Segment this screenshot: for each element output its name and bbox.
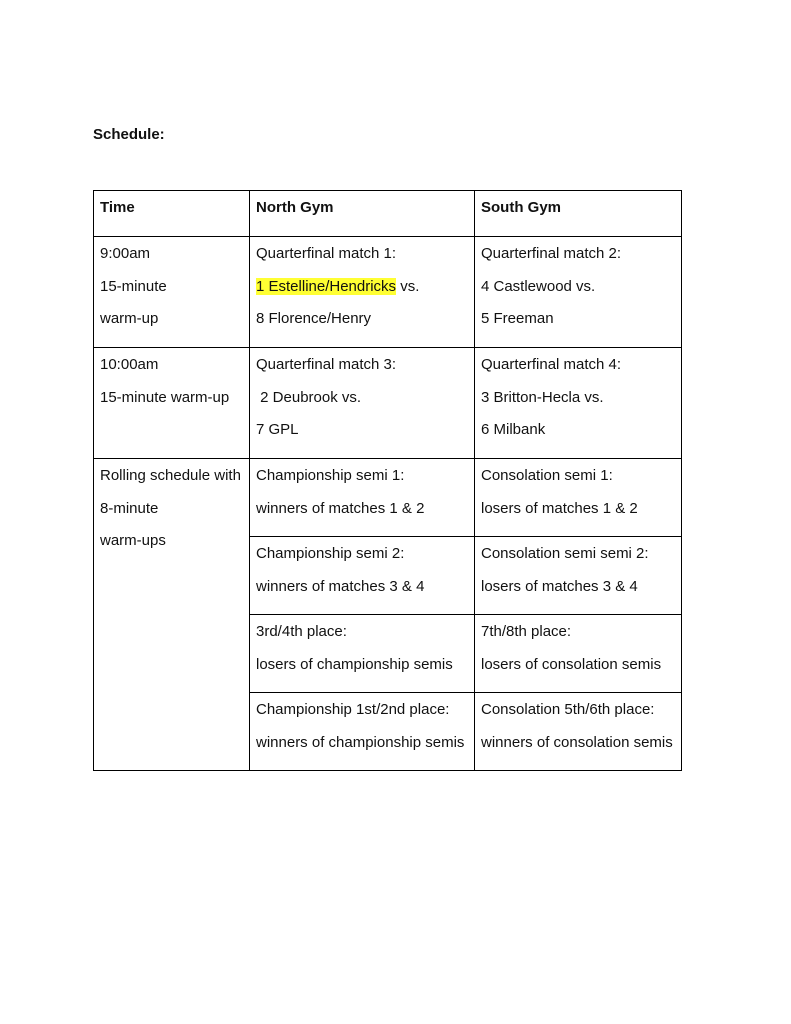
match-teams: losers of matches 3 & 4 [481,577,638,595]
time-text: warm-up [100,310,159,327]
time-text: 8-minute [100,499,159,517]
match-teams: losers of matches 1 & 2 [481,499,638,517]
match-title: Quarterfinal match 1: [256,245,397,262]
team-text: 7 GPL [256,421,299,438]
match-teams: losers of consolation semis [481,655,662,673]
south-gym-cell [475,615,682,693]
table-row [94,348,682,459]
match-teams: losers of championship semis [256,655,453,673]
south-gym-cell [475,348,682,459]
match-title: Quarterfinal match 4: [481,356,622,373]
north-gym-cell [250,615,475,693]
time-text: Rolling schedule with [100,467,241,484]
highlighted-team: 1 Estelline/Hendricks [256,277,397,295]
match-title: 7th/8th place: [481,623,572,640]
time-cell [94,459,250,771]
team-text: 8 Florence/Henry [256,310,372,327]
header-north-gym: North Gym [256,199,334,216]
schedule-table [93,190,682,771]
time-text: 15-minute warm-up [100,388,230,406]
header-south-gym: South Gym [481,199,562,216]
match-title: Quarterfinal match 3: [256,356,397,373]
vs-text: vs. [396,277,420,295]
time-cell [94,348,250,459]
table-row [94,237,682,348]
south-gym-cell [475,237,682,348]
north-gym-cell [250,459,475,537]
match-title: Consolation semi 1: [481,467,613,484]
south-gym-cell [475,693,682,771]
header-north-cell [250,191,475,237]
match-teams: winners of championship semis [256,733,465,751]
match-teams: winners of matches 3 & 4 [256,577,425,595]
header-time-cell [94,191,250,237]
match-title: 3rd/4th place: [256,623,347,640]
north-gym-cell [250,537,475,615]
time-cell [94,237,250,348]
match-title: Quarterfinal match 2: [481,245,622,262]
match-title: Championship 1st/2nd place: [256,701,450,718]
time-text: 15-minute [100,277,167,295]
time-text: warm-ups [100,532,166,549]
time-text: 9:00am [100,245,151,262]
team-text: 3 Britton-Hecla vs. [481,388,604,406]
north-gym-cell [250,693,475,771]
match-title: Consolation semi semi 2: [481,545,649,562]
match-title: Consolation 5th/6th place: [481,701,655,718]
team-text: 2 Deubrook vs. [256,388,362,406]
schedule-heading: Schedule: [93,126,165,143]
team-text: 5 Freeman [481,310,554,327]
header-south-cell [475,191,682,237]
north-gym-cell [250,237,475,348]
north-gym-cell [250,348,475,459]
match-title: Championship semi 2: [256,545,405,562]
time-text: 10:00am [100,356,159,373]
table-header-row [94,191,682,237]
match-title: Championship semi 1: [256,467,405,484]
south-gym-cell [475,537,682,615]
team-text: 4 Castlewood vs. [481,277,596,295]
south-gym-cell [475,459,682,537]
matchup-line [256,271,474,304]
team-text: 6 Milbank [481,421,546,438]
header-time: Time [100,199,135,216]
match-teams: winners of matches 1 & 2 [256,499,425,517]
match-teams: winners of consolation semis [481,733,673,751]
table-row [94,459,682,537]
